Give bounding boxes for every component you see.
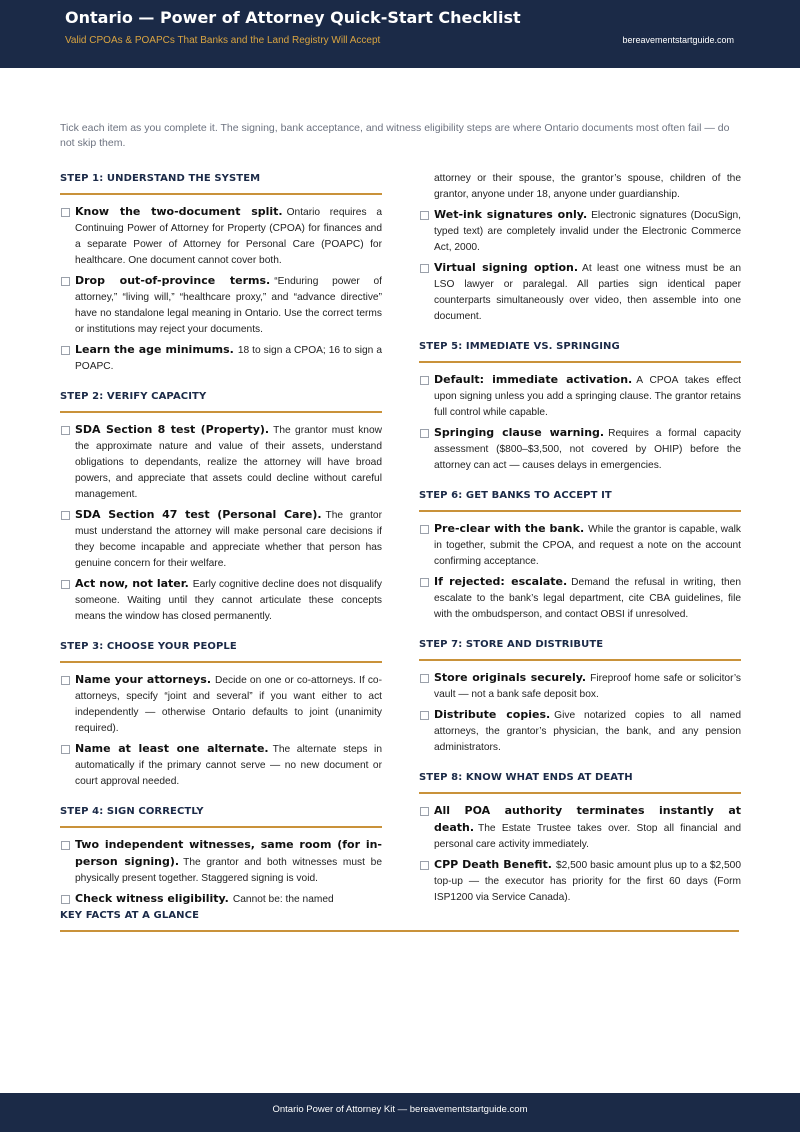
checkbox[interactable] (420, 807, 429, 816)
checkbox[interactable] (420, 578, 429, 587)
item-lead: Act now, not later. (75, 577, 189, 590)
key-facts-heading: KEY FACTS AT A GLANCE (60, 908, 739, 932)
item-text: Fireproof home safe or solicitor’s vault — not a bank safe deposit box. (434, 673, 742, 700)
right-column (419, 171, 741, 910)
checklist-item (419, 670, 741, 703)
checkbox[interactable] (61, 895, 70, 904)
checkbox[interactable] (420, 711, 429, 720)
checkbox[interactable] (61, 426, 70, 435)
checklist-item (419, 857, 741, 906)
checkbox[interactable] (420, 264, 429, 273)
step-3-section (60, 639, 382, 790)
step-1-heading: STEP 1: UNDERSTAND THE SYSTEM (60, 171, 382, 195)
step-3-heading: STEP 3: CHOOSE YOUR PEOPLE (60, 639, 382, 663)
item-lead: Wet-ink signatures only. (434, 208, 588, 221)
item-lead: CPP Death Benefit. (434, 858, 552, 871)
item-lead: Default: immediate activation. (434, 373, 633, 386)
item-text: Decide on one or co-attorneys. If co-attorneys, specify “joint and several” if you want either to act independently — otherwise Ontario defaults to joint (unanimity required). (75, 675, 382, 734)
item-lead: Name at least one alternate. (75, 742, 269, 755)
item-text: “Enduring power of attorney,” “living will,” “healthcare proxy,” and “advance directive” have no standalone legal meaning in Ontario. Use the correct terms or institutions may reject your documents. (75, 276, 382, 335)
checklist-item (419, 425, 741, 474)
checkbox[interactable] (61, 208, 70, 217)
step-8-section (419, 770, 741, 906)
checkbox[interactable] (61, 580, 70, 589)
step-6-section (419, 488, 741, 623)
checkbox[interactable] (61, 277, 70, 286)
item-text: The Estate Trustee takes over. Stop all financial and personal care activity immediately. (434, 823, 741, 850)
item-text: The alternate steps in automatically if the primary cannot serve — no new document or court approval needed. (75, 744, 382, 787)
step-5-heading: STEP 5: IMMEDIATE VS. SPRINGING (419, 339, 741, 363)
step-6-heading: STEP 6: GET BANKS TO ACCEPT IT (419, 488, 741, 512)
item-text: The grantor must know the approximate nature and value of their assets, understand obligations to dependants, realize the attorney will have broad powers, and appreciate that assets could decline without careful management. (75, 425, 382, 500)
checkbox[interactable] (61, 346, 70, 355)
item-lead: Know the two-document split. (75, 205, 283, 218)
checklist-item (60, 672, 382, 737)
item-text: Ontario requires a Continuing Power of Attorney for Property (CPOA) for finances and a separate Power of Attorney for Personal Care (POAPC) for healthcare. One document cannot cover both. (75, 207, 382, 266)
item-lead: Drop out-of-province terms. (75, 274, 271, 287)
step-8-heading: STEP 8: KNOW WHAT ENDS AT DEATH (419, 770, 741, 794)
item-text: While the grantor is capable, walk in together, submit the CPOA, and request a note on the account confirming acceptance. (434, 524, 741, 567)
item-lead: SDA Section 47 test (Personal Care). (75, 508, 322, 521)
item-text: Electronic signatures (DocuSign, typed text) are completely invalid under the Electronic Commerce Act, 2000. (434, 210, 741, 253)
item-text: Demand the refusal in writing, then escalate to the bank’s legal department, cite CBA guidelines, file with the ombudsperson, and contact OBSI if unresolved. (434, 577, 741, 620)
continued-text: attorney or their spouse, the grantor’s spouse, children of the grantor, anyone under 18, anyone under guardianship. (434, 173, 741, 200)
header-site-link[interactable]: bereavementstartguide.com (622, 35, 734, 45)
checkbox[interactable] (61, 745, 70, 754)
step-2-heading: STEP 2: VERIFY CAPACITY (60, 389, 382, 413)
checklist-item (419, 574, 741, 623)
checkbox[interactable] (420, 861, 429, 870)
key-facts-section (60, 908, 739, 941)
page-footer: Ontario Power of Attorney Kit — bereavementstartguide.com (0, 1093, 800, 1132)
item-text: Early cognitive decline does not disqualify someone. Waiting until they cannot articulate these concepts means the window has closed permanently. (75, 579, 382, 622)
checklist-item (419, 207, 741, 256)
step-5-section (419, 339, 741, 474)
item-lead: Two independent witnesses, same room (for in-person signing). (75, 838, 382, 868)
checklist-item (60, 891, 382, 908)
checklist-item (419, 707, 741, 756)
item-lead: Pre-clear with the bank. (434, 522, 585, 535)
item-text: 18 to sign a CPOA; 16 to sign a POAPC. (75, 345, 382, 372)
checklist-item (60, 273, 382, 338)
item-lead: Name your attorneys. (75, 673, 212, 686)
checkbox[interactable] (420, 525, 429, 534)
checklist-item (60, 507, 382, 572)
item-lead: Learn the age minimums. (75, 343, 234, 356)
item-lead: Virtual signing option. (434, 261, 579, 274)
item-text: Cannot be: the named (232, 894, 334, 905)
page-subtitle: Valid CPOAs & POAPCs That Banks and the Land Registry Will Accept (65, 35, 381, 46)
step-7-heading: STEP 7: STORE AND DISTRIBUTE (419, 637, 741, 661)
step-7-section (419, 637, 741, 756)
item-lead: Store originals securely. (434, 671, 587, 684)
item-text: The grantor and both witnesses must be physically present together. Staggered signing is void. (75, 857, 383, 884)
intro-text: Tick each item as you complete it. The signing, bank acceptance, and witness eligibility steps are where Ontario documents most often fail — do not skip them. (60, 122, 730, 149)
checklist-item (60, 837, 382, 887)
page-header (0, 0, 800, 68)
item-text: At least one witness must be an LSO lawyer or paralegal. All parties sign identical paper counterparts simultaneously over video, then assemble into one document. (434, 263, 741, 322)
checklist-item (419, 803, 741, 853)
checklist-item (60, 342, 382, 375)
checkbox[interactable] (61, 676, 70, 685)
step-4-section (60, 804, 382, 908)
item-lead: Springing clause warning. (434, 426, 605, 439)
checkbox[interactable] (61, 511, 70, 520)
item-lead: Check witness eligibility. (75, 892, 229, 905)
left-column (60, 171, 382, 912)
item-text: $2,500 basic amount plus up to a $2,500 top-up — the executor has priority for the first 60 days (Form ISP1200 via Service Canada). (434, 860, 742, 903)
step-1-section (60, 171, 382, 375)
checkbox[interactable] (61, 841, 70, 850)
item-lead: If rejected: escalate. (434, 575, 568, 588)
checklist-item (419, 372, 741, 421)
item-text: A CPOA takes effect upon signing unless you add a springing clause. The grantor retains full control while capable. (434, 375, 741, 418)
checklist-item (419, 521, 741, 570)
checklist-item (419, 260, 741, 325)
checkbox[interactable] (420, 674, 429, 683)
item-lead: All POA authority terminates instantly at death. (434, 804, 741, 834)
checklist-item (60, 204, 382, 269)
checkbox[interactable] (420, 429, 429, 438)
item-text: The grantor must understand the attorney will make personal care decisions if they become incapable and appreciate whether that person has genuine concern for their welfare. (75, 510, 382, 569)
checklist-item (60, 422, 382, 503)
page-title: Ontario — Power of Attorney Quick-Start Checklist (65, 8, 521, 27)
item-text: Give notarized copies to all named attorneys, the grantor’s physician, the bank, and any pension administrators. (434, 710, 741, 753)
step-4-heading: STEP 4: SIGN CORRECTLY (60, 804, 382, 828)
step-2-section (60, 389, 382, 625)
checklist-item (60, 741, 382, 790)
item-lead: Distribute copies. (434, 708, 551, 721)
checklist-item (60, 576, 382, 625)
item-text: Requires a formal capacity assessment ($800–$3,500, not covered by OHIP) before the attorney can act — causes delays in emergencies. (434, 428, 741, 471)
checkbox[interactable] (420, 376, 429, 385)
item-lead: SDA Section 8 test (Property). (75, 423, 270, 436)
checkbox[interactable] (420, 211, 429, 220)
